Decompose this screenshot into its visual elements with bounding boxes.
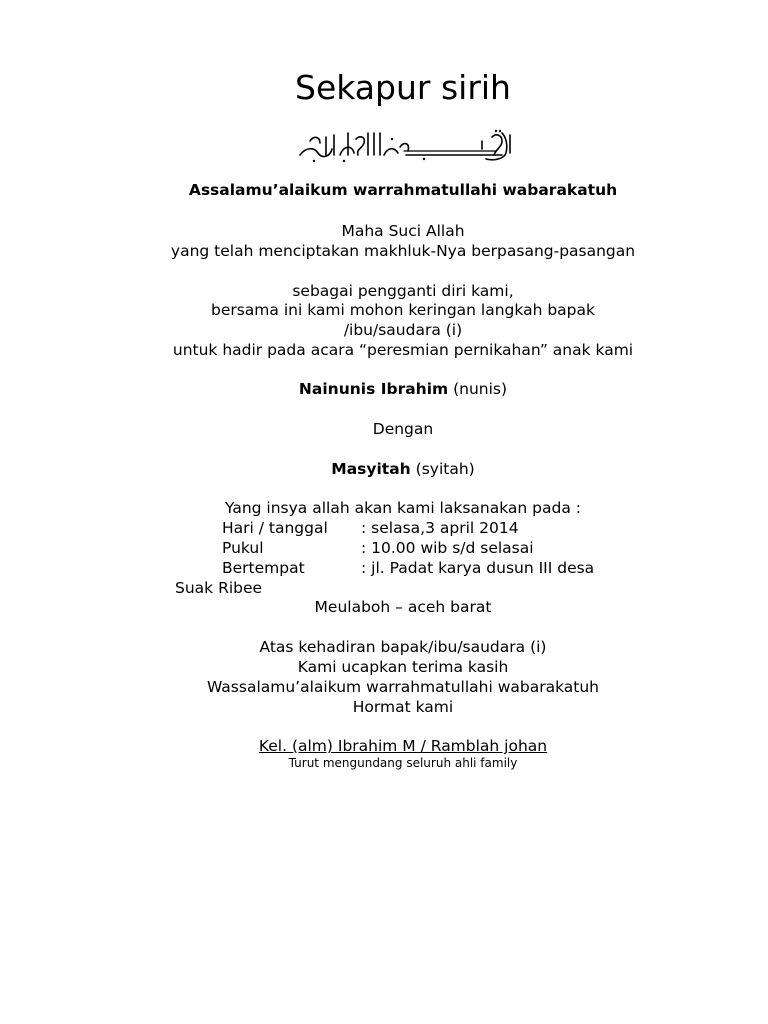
intro-line-1: Maha Suci Allah (341, 222, 465, 240)
invite-line-1: sebagai pengganti diri kami, (292, 282, 514, 300)
family-note: Turut mengundang seluruh ahli family (288, 756, 518, 770)
closing-line-4: Hormat kami (352, 698, 454, 716)
schedule-value-place: : jl. Padat karya dusun III desa (361, 559, 595, 577)
schedule-value-date: : selasa,3 april 2014 (361, 519, 519, 537)
greeting: Assalamu’alaikum warrahmatullahi wabarakatuh (188, 181, 618, 199)
basmalah-calligraphy-icon (296, 127, 514, 163)
signature: Kel. (alm) Ibrahim M / Ramblah johan (258, 737, 548, 755)
schedule-label-place: Bertempat (222, 559, 305, 577)
invite-line-4: untuk hadir pada acara “peresmian pernikahan” anak kami (172, 341, 634, 359)
schedule-value-time: : 10.00 wib s/d selasai (361, 539, 534, 557)
schedule-location: Meulaboh – aceh barat (314, 598, 492, 616)
closing-line-3: Wassalamu’alaikum warrahmatullahi wabarakatuh (206, 678, 600, 696)
groom-name: Nainunis Ibrahim (298, 380, 449, 398)
invite-line-2: bersama ini kami mohon keringan langkah bapak (210, 301, 595, 319)
intro-line-2: yang telah menciptakan makhluk-Nya berpasang-pasangan (170, 242, 636, 260)
groom-line (0, 379, 768, 399)
connector-text: Dengan (372, 420, 434, 438)
schedule-place-wrap: Suak Ribee (175, 579, 263, 597)
schedule-label-time: Pukul (222, 539, 264, 557)
schedule-label-date: Hari / tanggal (222, 519, 328, 537)
schedule-intro: Yang insya allah akan kami laksanakan pada : (224, 499, 582, 517)
closing-line-2: Kami ucapkan terima kasih (297, 658, 509, 676)
groom-nickname: (nunis) (453, 380, 508, 398)
page-title: Sekapur sirih (295, 68, 511, 107)
bride-name: Masyitah (331, 460, 411, 478)
bride-line (0, 459, 768, 479)
bride-nickname: (syitah) (415, 460, 475, 478)
invite-line-3: /ibu/saudara (i) (343, 321, 463, 339)
closing-line-1: Atas kehadiran bapak/ibu/saudara (i) (259, 638, 547, 656)
